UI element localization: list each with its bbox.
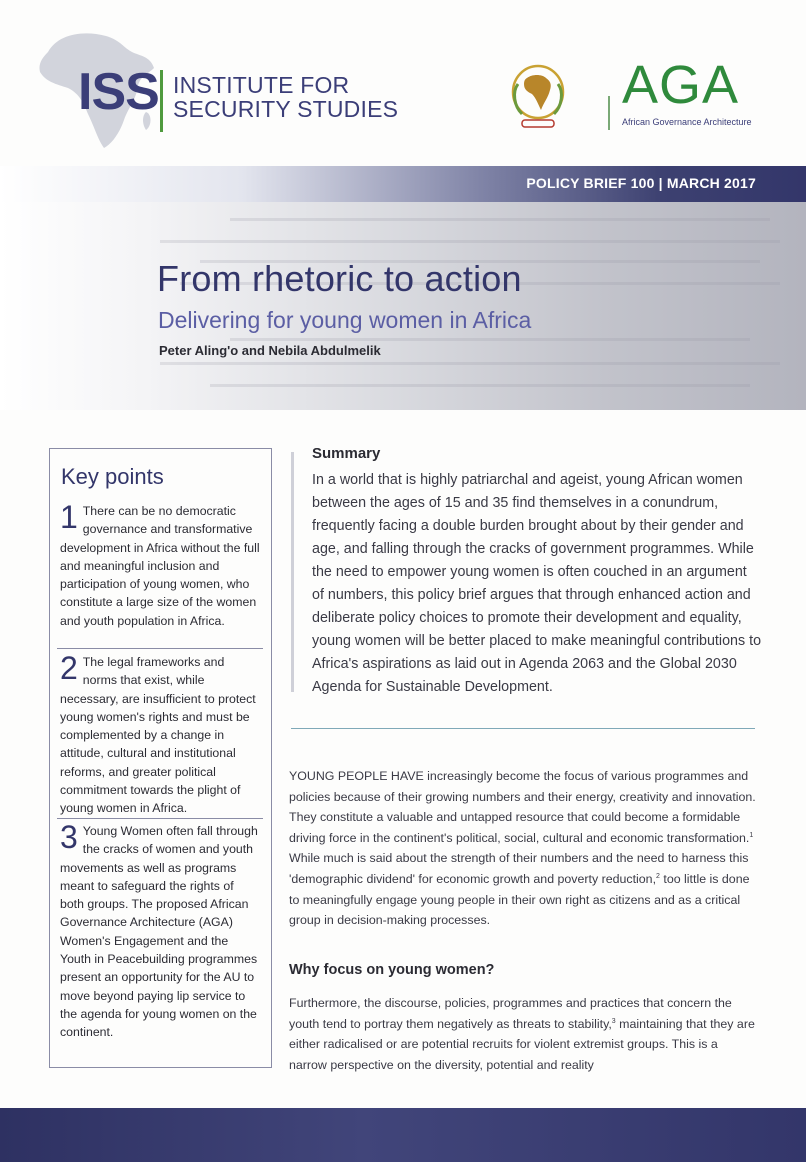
title-band — [0, 202, 806, 410]
african-union-emblem — [508, 62, 568, 130]
summary-text: In a world that is highly patriarchal and ageist, young African women between the ages of 15 and 35 find themselves in a conundrum, frequently facing a double burden brought about by their gender and age, and falling through the cracks of government programmes. While the need to empower young women is often couched in an argument of numbers, this policy brief argues that through enhanced action and deliberate policy choices to promote their development and equality, young women will be better placed to make meaningful contributions to Africa's aspirations as laid out in Agenda 2063 and the Global 2030 Agenda for Sustainable Development. — [312, 472, 762, 695]
key-points-heading: Key points — [61, 464, 164, 489]
key-point-number: 3 — [60, 819, 78, 855]
footnote-ref-1[interactable]: 1 — [749, 831, 754, 839]
footnote-ref-3[interactable]: 3 — [611, 1017, 616, 1025]
iss-logo-divider — [160, 70, 163, 132]
body-paragraph-1 — [289, 766, 759, 931]
summary-accent-bar — [291, 452, 294, 692]
key-point-number: 2 — [60, 650, 78, 686]
page-title: From rhetoric to action — [157, 258, 522, 299]
iss-name-line1: INSTITUTE FOR — [173, 72, 350, 98]
aga-logo: AGA — [622, 55, 740, 115]
key-point-3 — [60, 819, 260, 1042]
key-point-divider — [57, 648, 263, 649]
key-point-1 — [60, 499, 260, 630]
aga-logo-divider — [608, 96, 610, 130]
key-point-text: The legal frameworks and norms that exist, while necessary, are insufficient to protect young women's rights and must be complemented by a change in attitude, cultural and institutional reforms, and greater political commitment towards the plight of young women in Africa. — [60, 655, 256, 816]
key-point-text: There can be no democratic governance and transformative development in Africa without the full and meaningful inclusion and participation of young women, who constitute a large size of the women and youth population in Africa. — [60, 504, 260, 628]
aga-full-name: African Governance Architecture — [622, 117, 752, 127]
key-point-text: Young Women often fall through the cracks of women and youth movements as well as programs meant to safeguard the rights of both groups. The proposed African Governance Architecture (AGA) Women's Engagement and the Youth in Peacebuilding programmes present an opportunity for the AU to move beyond paying lip service to the agenda for young women on the continent. — [60, 824, 258, 1040]
section-heading: Why focus on young women? — [289, 962, 495, 978]
key-point-number: 1 — [60, 499, 78, 535]
footnote-ref-2[interactable]: 2 — [656, 872, 660, 880]
body-text: YOUNG PEOPLE HAVE increasingly become the focus of various programmes and policies because of their growing numbers and their energy, creativity and innovation. They constitute a valuable and untapped resource that could become a formidable driving force in the continent's political, social, cultural and economic transformation. — [289, 769, 756, 845]
iss-logo: ISS — [78, 63, 159, 121]
policy-brief-bar — [0, 166, 806, 202]
key-point-2 — [60, 650, 260, 818]
key-point-divider — [57, 818, 263, 819]
iss-name-line2: SECURITY STUDIES — [173, 96, 399, 122]
authors: Peter Aling'o and Nebila Abdulmelik — [159, 343, 381, 358]
body-text: too little is done to meaningfully engage young people in their own right as citizens and as a critical group in decision-making processes. — [289, 871, 750, 928]
body-paragraph-2 — [289, 993, 759, 1075]
footer-bar — [0, 1108, 806, 1162]
iss-name — [173, 73, 398, 121]
page-subtitle: Delivering for young women in Africa — [158, 307, 532, 333]
body-text: Furthermore, the discourse, policies, programmes and practices that concern the youth tend to portray them negatively as threats to stability, — [289, 996, 732, 1031]
body-text: While much is said about the strength of their numbers and the need to harness this 'demographic dividend' for economic growth and poverty reduction, — [289, 851, 749, 886]
body-text: maintaining that they are either radicalised or are potential recruits for violent extremist groups. This is a narrow perspective on the diversity, potential and reality — [289, 1016, 755, 1072]
summary-heading: Summary — [312, 445, 381, 462]
section-divider — [291, 728, 755, 729]
policy-brief-label: POLICY BRIEF 100 | MARCH 2017 — [526, 175, 756, 191]
